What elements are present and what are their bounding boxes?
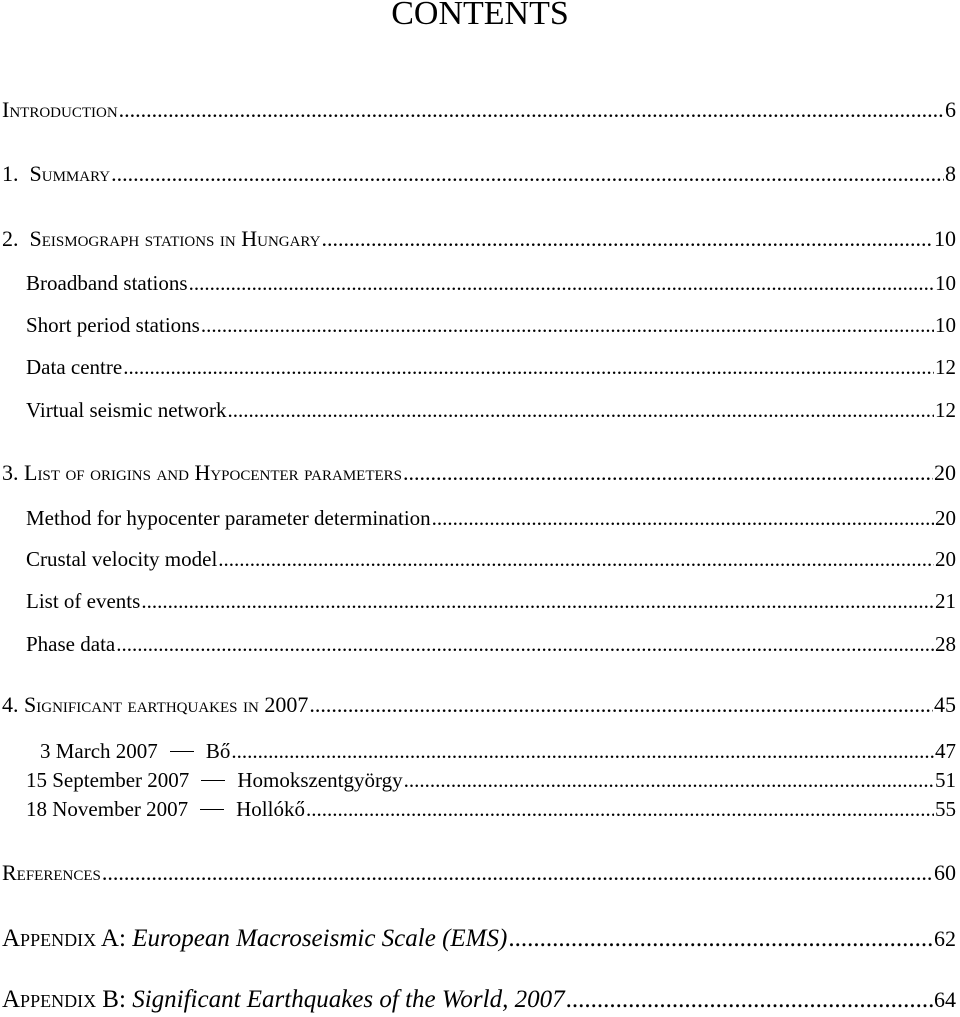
dot-leader (508, 924, 933, 954)
toc-page: 62 (934, 926, 956, 951)
toc-entry-seismograph-stations[interactable] (2, 226, 956, 252)
toc-label (2, 226, 320, 252)
toc-label (2, 924, 507, 954)
quake-place: Hollókő (236, 797, 305, 821)
dot-leader (306, 797, 934, 821)
toc-entry-summary[interactable] (2, 161, 956, 187)
toc-page: 10 (934, 226, 956, 251)
toc-entry-virtual-network[interactable] (26, 398, 956, 423)
section-number: 2. (2, 226, 19, 251)
toc-label: Phase data (26, 632, 116, 656)
toc-page: 20 (935, 506, 956, 530)
dot-leader (566, 985, 933, 1015)
toc-label: List of events (26, 589, 141, 613)
appendix-title: European Macroseismic Scale (EMS) (132, 925, 508, 952)
toc-label: Crustal velocity model (26, 547, 218, 571)
toc-page: 6 (945, 97, 956, 122)
appendix-label: Appendix A: (2, 925, 126, 952)
toc-entry-data-centre[interactable] (26, 355, 956, 380)
dot-leader (321, 226, 933, 252)
dot-leader (218, 547, 934, 572)
section-title: Significant earthquakes in 2007 (24, 692, 309, 717)
quake-date: 18 November 2007 (26, 797, 189, 821)
toc-label: Method for hypocenter parameter determination (26, 506, 431, 530)
toc-entry-appendix-b[interactable] (2, 985, 956, 1015)
dot-leader (231, 739, 934, 763)
toc-page: 10 (935, 271, 956, 295)
toc-page: 20 (935, 547, 956, 571)
toc-page: 21 (935, 589, 956, 613)
quake-date: 3 March 2007 (40, 739, 158, 763)
toc-entry-quake-bo[interactable] (40, 739, 956, 763)
toc-entry-crustal[interactable] (26, 547, 956, 572)
toc-entry-origins[interactable] (2, 460, 956, 486)
toc-label (2, 985, 565, 1015)
toc-label: References (2, 860, 101, 885)
section-number: 4. (2, 692, 19, 717)
toc-page: 10 (935, 313, 956, 337)
toc-entry-quake-homokszentgyorgy[interactable] (26, 768, 956, 792)
section-number: 1. (2, 161, 19, 186)
dot-leader (189, 271, 934, 296)
quake-place: Homokszentgyörgy (237, 768, 403, 792)
quake-date: 15 September 2007 (26, 768, 190, 792)
dot-leader (201, 313, 934, 338)
toc-entry-appendix-a[interactable] (2, 924, 956, 954)
dot-leader (309, 692, 933, 718)
dot-leader (404, 768, 934, 792)
page-title: CONTENTS (391, 0, 569, 32)
toc-label: Data centre (26, 355, 123, 379)
dot-leader (403, 460, 933, 486)
appendix-label: Appendix B: (2, 986, 126, 1013)
section-title-a: List of origins and (24, 460, 195, 485)
section-title-a: Seismograph stations in (29, 226, 242, 251)
toc-entry-quake-holloko[interactable] (26, 797, 956, 821)
toc-page: 28 (935, 632, 956, 656)
dot-leader (432, 506, 934, 531)
toc-label: Broadband stations (26, 271, 188, 295)
toc-entry-broadband[interactable] (26, 271, 956, 296)
toc-page: 55 (935, 797, 956, 821)
toc-label (26, 768, 403, 792)
toc-label (40, 739, 230, 763)
dot-leader (116, 632, 934, 657)
section-title-b: Hungary (241, 226, 321, 251)
toc-label: Virtual seismic network (26, 398, 227, 422)
appendix-title: Significant Earthquakes of the World, 2007 (132, 986, 565, 1013)
dot-leader (119, 97, 944, 123)
toc-label (2, 460, 402, 486)
section-title: Summary (29, 161, 111, 186)
toc-label (2, 692, 308, 718)
toc-page: 64 (934, 987, 956, 1012)
dot-leader (123, 355, 934, 380)
toc-entry-short-period[interactable] (26, 313, 956, 338)
toc-label (26, 797, 305, 821)
toc-page: 47 (935, 739, 956, 763)
dot-leader (102, 860, 933, 886)
dash-separator (201, 780, 225, 781)
section-number: 3. (2, 460, 19, 485)
toc-page: 20 (934, 460, 956, 485)
section-title-b: Hypocenter parameters (194, 460, 402, 485)
toc-page: 51 (935, 768, 956, 792)
toc-label: Short period stations (26, 313, 200, 337)
dot-leader (111, 161, 944, 187)
toc-label: Introduction (2, 97, 118, 122)
toc-page: 45 (934, 692, 956, 717)
toc-entry-phase-data[interactable] (26, 632, 956, 657)
dot-leader (228, 398, 934, 423)
dash-separator (170, 751, 194, 752)
toc-entry-significant[interactable] (2, 692, 956, 718)
toc-page: 12 (935, 398, 956, 422)
dot-leader (141, 589, 934, 614)
toc-entry-method[interactable] (26, 506, 956, 531)
toc-label (2, 161, 110, 187)
toc-page: 8 (945, 161, 956, 186)
toc-page: 60 (934, 860, 956, 885)
toc-entry-introduction[interactable] (2, 97, 956, 123)
toc-entry-events[interactable] (26, 589, 956, 614)
toc-page: 12 (935, 355, 956, 379)
dash-separator (200, 809, 224, 810)
quake-place: Bő (205, 739, 231, 763)
toc-entry-references[interactable] (2, 860, 956, 886)
